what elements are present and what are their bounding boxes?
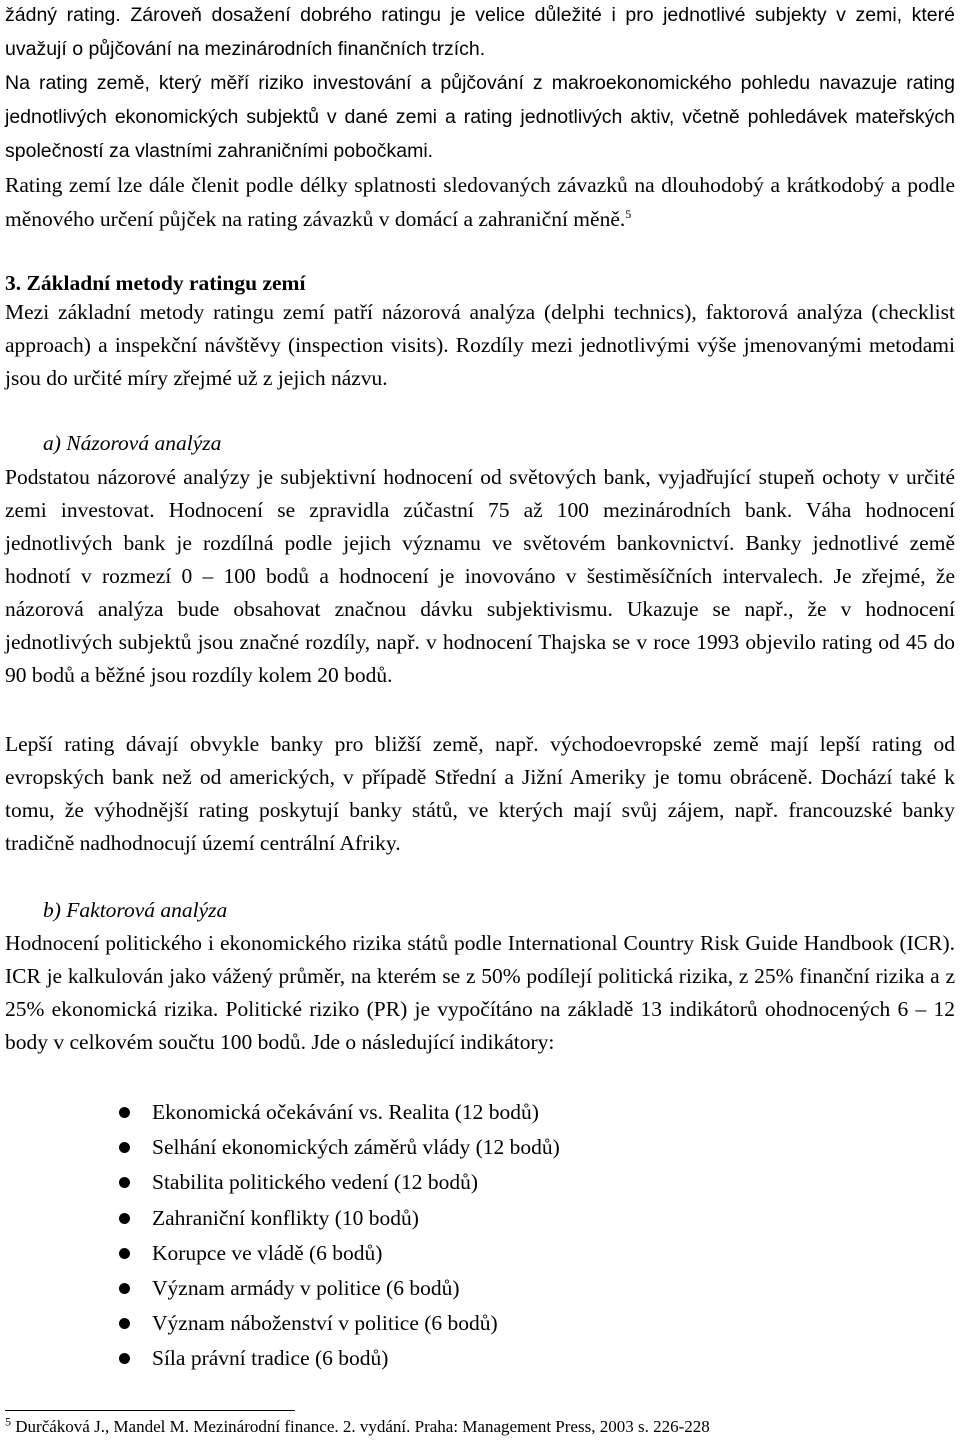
list-item [5,1306,560,1341]
list-item-text: Stabilita politického vedení (12 bodů) [152,1170,479,1195]
list-item [5,1236,560,1271]
list-item [5,1341,560,1376]
footnote-text: Durčáková J., Mandel M. Mezinárodní finance. 2. vydání. Praha: Management Press, 2003 s. 226-228 [15,1417,710,1436]
list-item-text: Význam armády v politice (6 bodů) [152,1275,460,1300]
intro-paragraph-3-text: Rating zemí lze dále členit podle délky splatnosti sledovaných závazků na dlouhodobý a krátkodobý a podle měnového určení půjček na rating závazků v domácí a zahraniční měně. [5,173,955,231]
list-item [5,1095,560,1130]
subsection-b-heading: b) Faktorová analýza [43,898,228,922]
list-item [5,1201,560,1236]
footnote-number: 5 [5,1414,11,1429]
bullet-icon [119,1107,130,1118]
list-item [5,1130,560,1165]
intro-paragraph-1: žádný rating. Zároveň dosažení dobrého ratingu je velice důležité i pro jednotlivé subjekty v zemi, které uvažují o půjčování na mezinárodních finančních trzích. [5,4,955,60]
intro-paragraphs [5,0,955,236]
footnote-reference[interactable]: 5 [625,206,632,221]
bullet-icon [119,1248,130,1259]
bullet-icon [119,1213,130,1224]
list-item [5,1165,560,1200]
list-item-text: Význam náboženství v politice (6 bodů) [152,1311,498,1336]
footnote [5,1414,710,1437]
footnote-divider [5,1410,295,1411]
bullet-icon [119,1142,130,1153]
subsection-a-paragraph-2: Lepší rating dávají obvykle banky pro bližší země, např. východoevropské země mají lepší rating od evropských bank než od amerických, v případě Střední a Jižní Ameriky je tomu obráceně. Dochází také k tomu, že výhodnější rating poskytují banky států, ve kterých mají svůj zájem, např. francouzské banky tradičně nadhodnocují území centrální Afriky. [5,732,955,855]
list-item-text: Korupce ve vládě (6 bodů) [152,1240,383,1265]
list-item-text: Selhání ekonomických záměrů vlády (12 bodů) [152,1135,560,1160]
list-item-text: Síla právní tradice (6 bodů) [152,1346,389,1371]
bullet-icon [119,1283,130,1294]
indicator-list [5,1095,560,1377]
section-heading: 3. Základní metody ratingu zemí [5,271,306,295]
section-intro-paragraph: Mezi základní metody ratingu zemí patří názorová analýza (delphi technics), faktorová analýza (checklist approach) a inspekční návštěvy (inspection visits). Rozdíly mezi jednotlivými výše jmenovanými metodami jsou do určité míry zřejmé už z jejich názvu. [5,300,955,390]
subsection-a-heading: a) Názorová analýza [43,431,222,455]
bullet-icon [119,1318,130,1329]
bullet-icon [119,1177,130,1188]
subsection-a-paragraph-1: Podstatou názorové analýzy je subjektivní hodnocení od světových bank, vyjadřující stupeň ochoty v určité zemi investovat. Hodnocení se zpravidla zúčastní 75 až 100 mezinárodních bank. Váha hodnocení jednotlivých bank je rozdílná podle jejich významu ve světovém bankovnictví. Banky jednotlivé země hodnotí v rozmezí 0 – 100 bodů a hodnocení je inovováno v šestiměsíčních intervalech. Je zřejmé, že názorová analýza bude obsahovat značnou dávku subjektivismu. Ukazuje se např., že v hodnocení jednotlivých subjektů jsou značné rozdíly, např. v hodnocení Thajska se v roce 1993 objevilo rating od 45 do 90 bodů a běžné jsou rozdíly kolem 20 bodů. [5,465,955,687]
intro-paragraph-2: Na rating země, který měří riziko investování a půjčování z makroekonomického pohledu navazuje rating jednotlivých ekonomických subjektů v dané zemi a rating jednotlivých aktiv, včetně pohledávek mateřských společností za vlastními zahraničními pobočkami. [5,72,955,162]
list-item [5,1271,560,1306]
list-item-text: Zahraniční konflikty (10 bodů) [152,1205,419,1230]
subsection-b-paragraph: Hodnocení politického i ekonomického rizika států podle International Country Risk Guide Handbook (ICR). ICR je kalkulován jako vážený průměr, na kterém se z 50% podílejí politická rizika, z 25% finanční rizika a z 25% ekonomická rizika. Politické riziko (PR) je vypočítáno na základě 13 indikátorů ohodnocených 6 – 12 body v celkovém součtu 100 bodů. Jde o následující indikátory: [5,931,955,1054]
bullet-icon [119,1353,130,1364]
intro-paragraph-3 [5,168,955,236]
list-item-text: Ekonomická očekávání vs. Realita (12 bodů) [152,1100,539,1124]
